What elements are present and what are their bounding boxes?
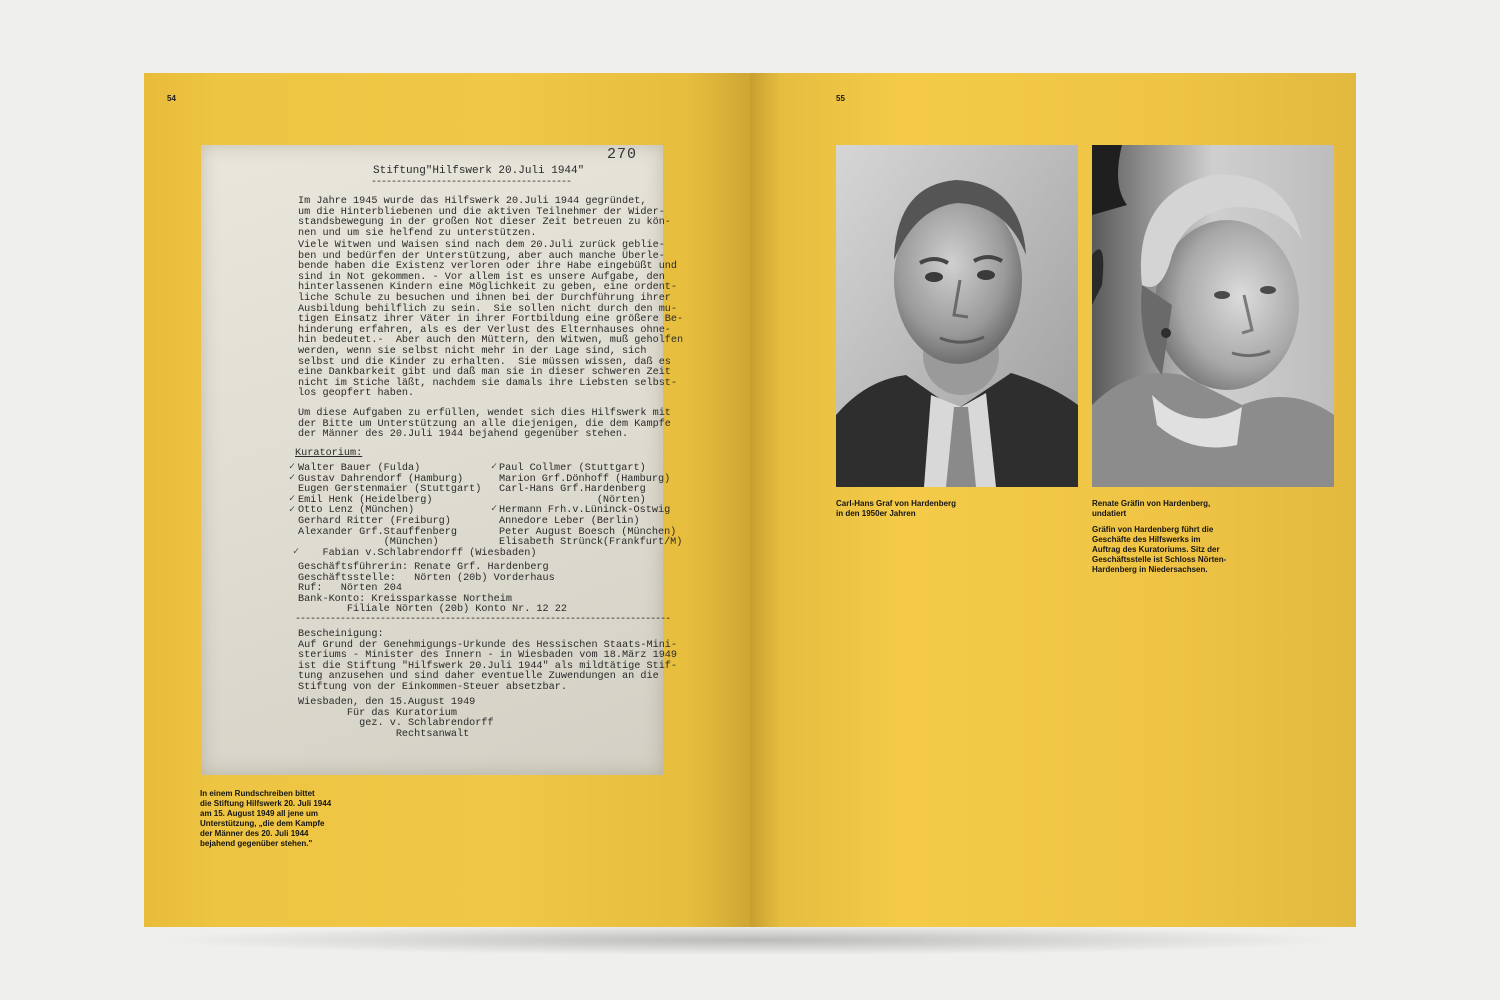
photo-note-woman: Gräfin von Hardenberg führt die Geschäfte des Hilfswerks im Auftrag des Kuratoriums. Sitz der Geschäftsstelle ist Schloss Nörten- Hardenberg in Niedersachsen. (1092, 525, 1227, 574)
signature-block: Wiesbaden, den 15.August 1949 Für das Kuratorium gez. v. Schlabrendorff Rechtsanwalt (298, 697, 494, 740)
photo-caption-woman: Renate Gräfin von Hardenberg, undatiert (1092, 499, 1211, 518)
portrait-photo-woman (1092, 145, 1334, 487)
checkmark-icon: ✓ (491, 462, 498, 473)
document-paragraph: Viele Witwen und Waisen sind nach dem 20.Juli zurück geblie- ben und bedürfen der Unterstützung, aber auch manche Überle- bende haben die Existenz verloren oder ihre Habe eingebüßt und sind in Not gekommen. - Vor allem ist es unsere Aufgabe, den hinterlassenen Kindern eine Möglichkeit zu geben, eine ordent- liche Schule zu besuchen und ihnen bei der Durchführung ihrer Ausbildung behilflich zu sein. Sie sollen nicht durch den mu- tigen Einsatz ihrer Väter in ihrer Fortbildung eine größere Be- hinderung erfahren, als es der Verlust des Elternhauses ohne- hin bedeutet.- Aber auch den Müttern, den Witwen, muß geholfen werden, wenn sie selbst nicht mehr in der Lage sind, sich selbst und die Kinder zu erhalten. Sie müssen wissen, daß es eine Dankbarkeit gibt und daß man sie in dieser schweren Zeit nicht im Stiche läßt, nachdem sie damals ihre Liebsten selbst- los geopfert haben. (298, 240, 684, 400)
certification-block: Bescheinigung: Auf Grund der Genehmigungs-Urkunde des Hessischen Staats-Mini- steriums - Minister des Innern - in Wiesbaden vom 18.März 1949 ist die Stiftung "Hilfswerk 20.Juli 1944" als mildtätige Stif- tung anzusehen und sind daher eventuelle Zuwendungen an die Stiftung von der Einkommen-Steuer absetzbar. (298, 629, 678, 693)
separator-line: --------------------------------------------------------------------------- (295, 614, 671, 625)
checkmark-icon: ✓ (289, 494, 296, 505)
typed-document (201, 145, 684, 775)
document-title: Stiftung"Hilfswerk 20.Juli 1944" (373, 165, 585, 177)
title-underline: ---------------------------------------- (371, 177, 572, 188)
page-number-left: 54 (167, 94, 176, 103)
book-shadow (170, 925, 1330, 955)
left-page (144, 73, 750, 927)
page-number-right: 55 (836, 94, 845, 103)
checkmark-icon: ✓ (293, 547, 300, 558)
checkmark-icon: ✓ (289, 505, 296, 516)
document-caption: In einem Rundschreiben bittet die Stiftung Hilfswerk 20. Juli 1944 am 15. August 1949 all jene um Unterstützung, „die dem Kampfe der Männer des 20. Juli 1944 bejahend gegenüber stehen." (200, 789, 332, 848)
checkmark-icon: ✓ (289, 462, 296, 473)
contact-block: Geschäftsführerin: Renate Grf. Hardenberg Geschäftsstelle: Nörten (20b) Vorderhaus Ruf: Nörten 204 Bank-Konto: Kreissparkasse Northeim Filiale Nörten (20b) Konto Nr. 12 22 (298, 562, 567, 616)
photo-caption-man: Carl-Hans Graf von Hardenberg in den 1950er Jahren (836, 499, 957, 518)
checkmark-icon: ✓ (289, 473, 296, 484)
kuratorium-heading: Kuratorium: (295, 448, 363, 459)
kuratorium-list-right: Paul Collmer (Stuttgart) Marion Grf.Dönhoff (Hamburg) Carl-Hans Grf.Hardenberg (Nörten) Hermann Frh.v.Lüninck-Ostwig Annedore Leber (Berlin) Peter August Boesch (München) Elisabeth Strünck(Frankfurt/M) (499, 463, 683, 549)
portrait-photo-man (836, 145, 1078, 487)
kuratorium-list-left: Walter Bauer (Fulda) Gustav Dahrendorf (Hamburg) Eugen Gerstenmaier (Stuttgart) Emil Henk (Heidelberg) Otto Lenz (München) Gerhard Ritter (Freiburg) Alexander Grf.Stauffenberg (München) Fabian v.Schlabrendorff (Wiesbaden) (298, 463, 537, 559)
checkmark-icon: ✓ (491, 504, 498, 515)
document-paragraph: Um diese Aufgaben zu erfüllen, wendet sich dies Hilfswerk mit der Bitte um Unterstützung an alle diejenigen, die dem Kampfe der Männer des 20.Juli 1944 bejahend gegenüber stehen. (298, 408, 671, 441)
document-number: 270 (606, 146, 637, 163)
document-paragraph: Im Jahre 1945 wurde das Hilfswerk 20.Juli 1944 gegründet, um die Hinterbliebenen und die aktiven Teilnehmer der Wider- standsbewegung in der großen Not dieser Zeit betreuen zu kön- nen und um sie helfend zu unterstützen. (298, 196, 671, 239)
right-page (750, 73, 1356, 927)
